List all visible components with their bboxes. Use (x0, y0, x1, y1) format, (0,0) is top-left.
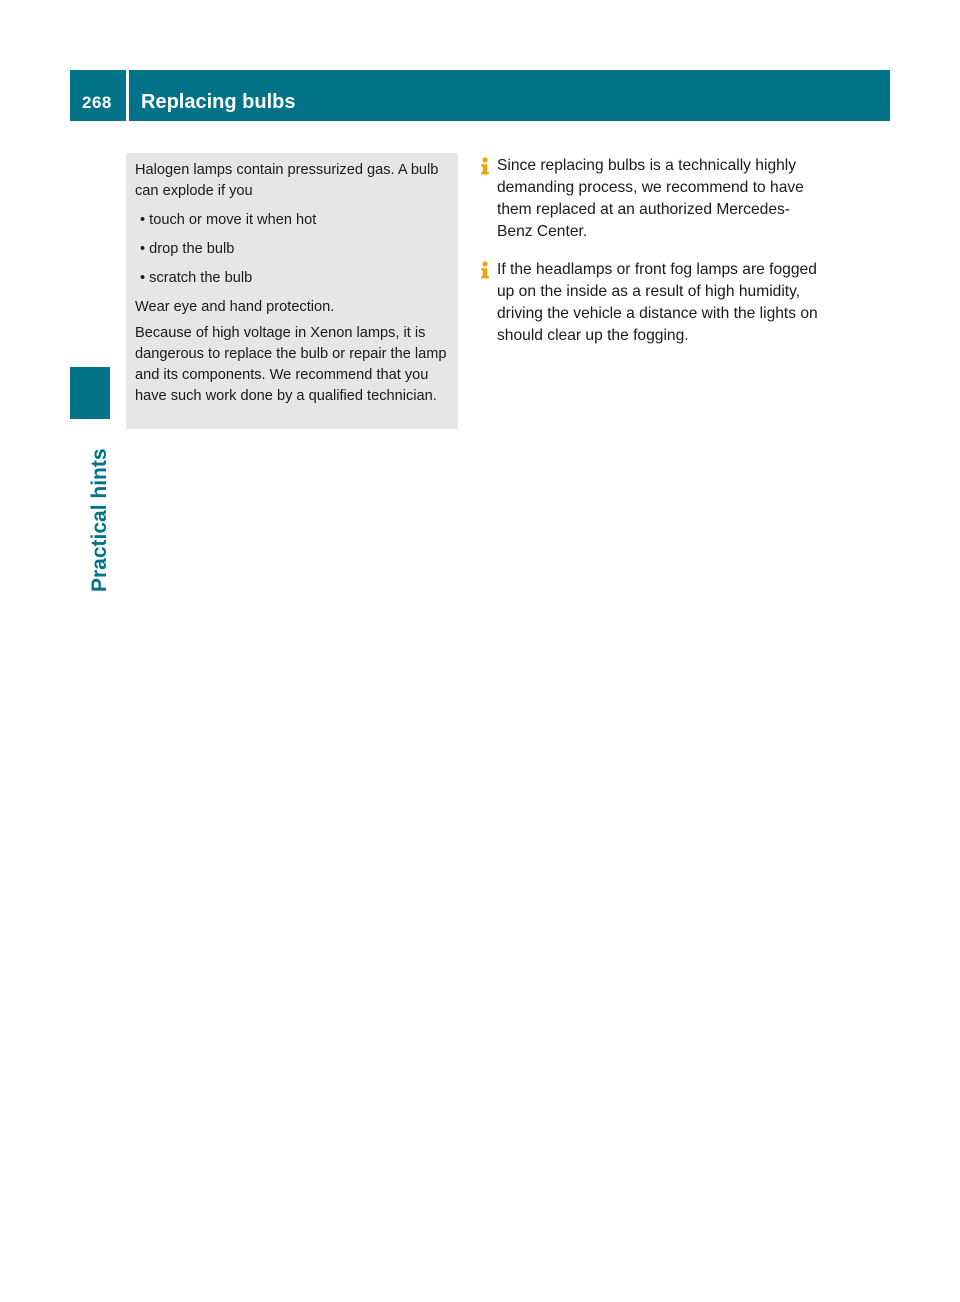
side-chapter-label-text: Practical hints (88, 448, 111, 592)
bullet-symbol: • (140, 241, 146, 257)
warning-protection: Wear eye and hand protection. (135, 299, 335, 315)
info-icon (478, 157, 492, 175)
warning-bullet (135, 210, 450, 231)
info-notes (478, 155, 818, 363)
info-note (478, 259, 818, 347)
warning-bullet (135, 239, 450, 260)
bullet-symbol: • (140, 270, 146, 286)
info-icon (478, 261, 492, 279)
info-note-text: If the headlamps or front fog lamps are fogged up on the inside as a result of high humidity, driving the vehicle a distance with the lights on should clear up the fogging. (497, 261, 818, 344)
warning-intro: Halogen lamps contain pressurized gas. A bulb can explode if you (135, 162, 439, 199)
warning-bullet-text: drop the bulb (149, 241, 235, 257)
section-title: Replacing bulbs (141, 91, 296, 113)
warning-bullet-text: touch or move it when hot (149, 212, 317, 228)
side-tab-marker (70, 367, 110, 419)
info-note (478, 155, 818, 243)
warning-bullet-text: scratch the bulb (149, 270, 253, 286)
info-note-text: Since replacing bulbs is a technically highly demanding process, we recommend to have them replaced at an authorized Mercedes-Benz Center. (497, 157, 804, 240)
warning-xenon: Because of high voltage in Xenon lamps, it is dangerous to replace the bulb or repair the lamp and its components. We recommend that you have such work done by a qualified technician. (135, 325, 447, 404)
bullet-symbol: • (140, 212, 146, 228)
warning-box (126, 153, 458, 429)
side-chapter-label (88, 422, 114, 592)
warning-bullet (135, 268, 450, 289)
page-number: 268 (82, 93, 112, 112)
